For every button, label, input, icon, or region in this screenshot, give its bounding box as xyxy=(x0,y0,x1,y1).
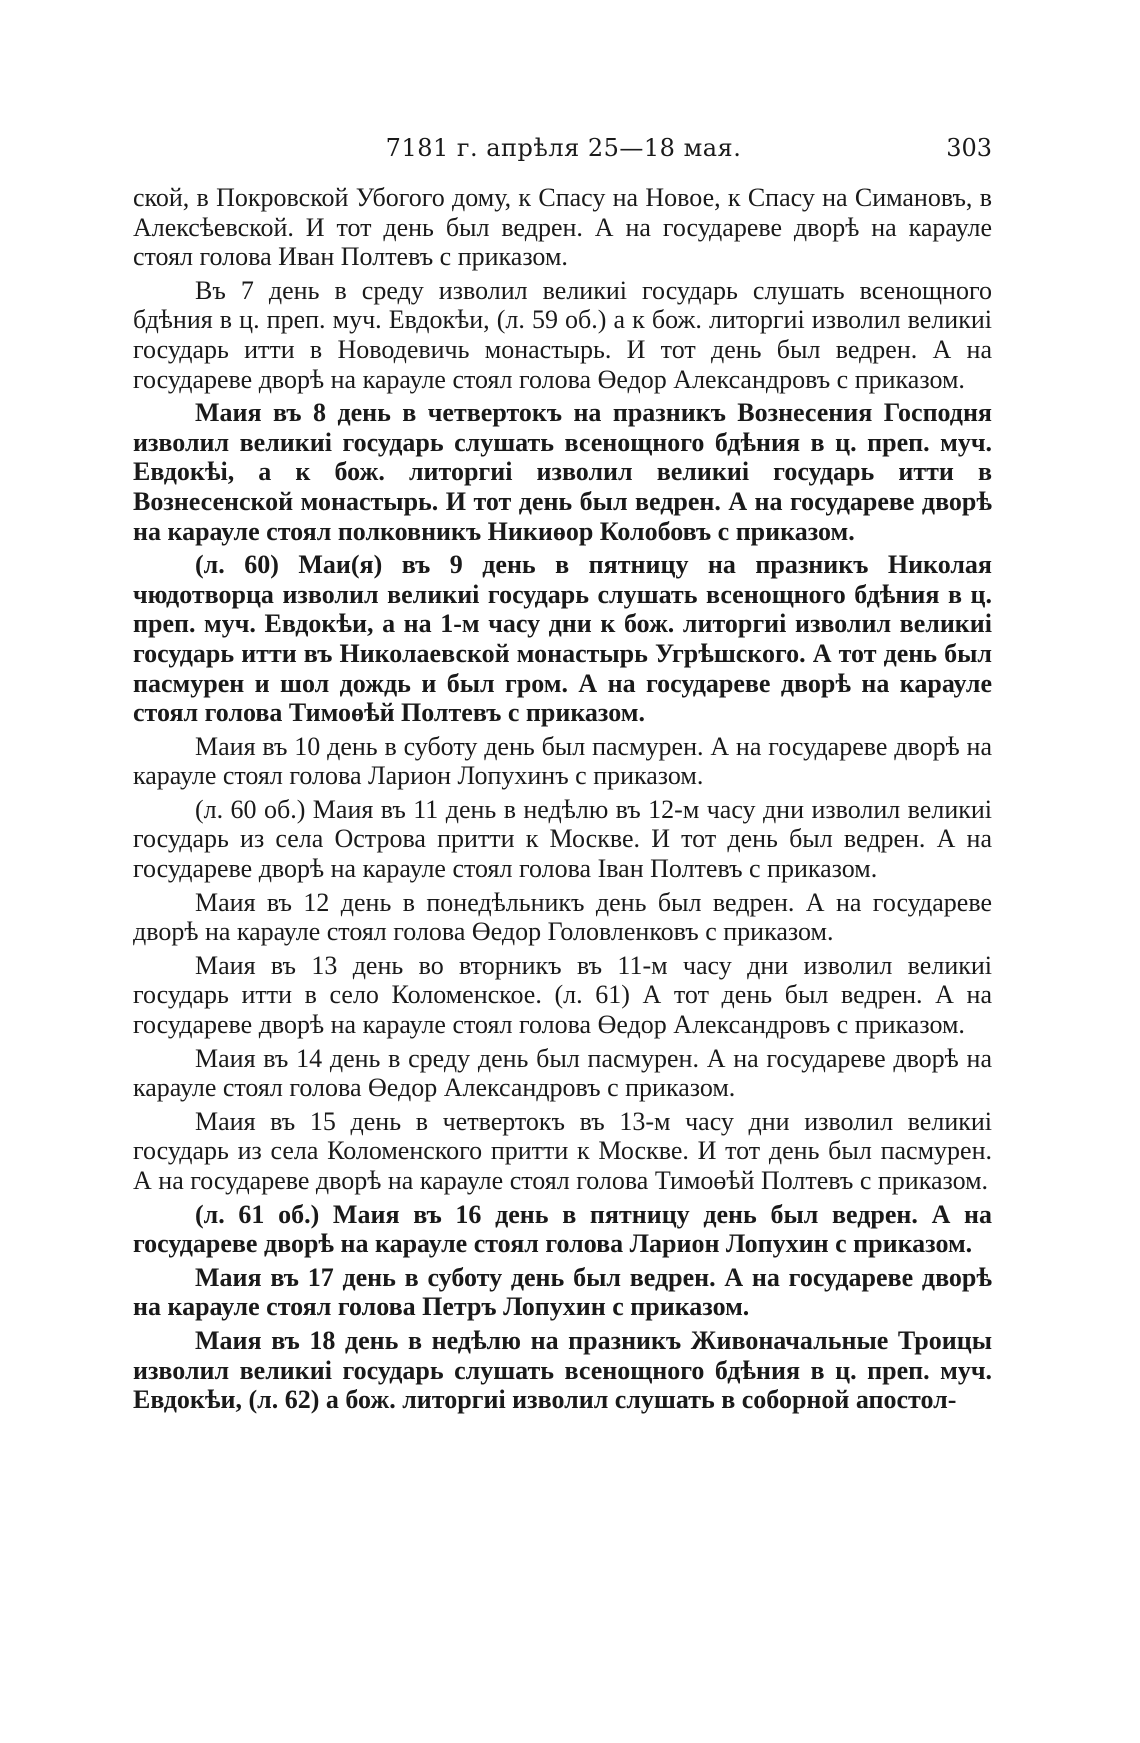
paragraph-9: Маия въ 14 день в среду день был пасмурен. А на государеве дворѣ на карауле стоял голова Өедор Александровъ с приказом. xyxy=(133,1043,992,1103)
paragraph-10: Маия въ 15 день в четвертокъ въ 13-м часу дни изволил великиі государь из села Коломенского притти к Москве. И тот день был пасмурен. А на государеве дворѣ на карауле стоял голова Тимоөѣй Полтевъ с приказом. xyxy=(133,1106,992,1195)
paragraph-8: Маия въ 13 день во вторникъ въ 11-м часу дни изволил великиі государь итти в село Коломенское. (л. 61) А тот день был ведрен. А на государеве дворѣ на карауле стоял голова Өедор Александровъ с приказом. xyxy=(133,950,992,1040)
paragraph-13: Маия въ 18 день в недѣлю на празникъ Живоначальные Троицы изволил великиі государь слушать всенощного бдѣния в ц. преп. муч. Евдокѣи, (л. 62) а бож. литоргиі изволил слушать в соборной апостол- xyxy=(133,1325,992,1415)
body-text xyxy=(133,183,992,1419)
page-header xyxy=(135,128,992,168)
running-head: 7181 г. апрѣля 25—18 мая. xyxy=(385,134,742,162)
paragraph-1: ской, в Покровской Убогого дому, к Спасу на Новое, к Спасу на Симановъ, в Алексѣевской. И тот день был ведрен. А на государеве дворѣ на карауле стоял голова Иван Полтевъ с приказом. xyxy=(133,183,992,272)
paragraph-2: Въ 7 день в среду изволил великиі государь слушать всенощного бдѣния в ц. преп. муч. Евдокѣи, (л. 59 об.) а к бож. литоргиі изволил великиі государь итти в Новодевичь монастырь. И тот день был ведрен. А на государеве дворѣ на карауле стоял голова Өедор Александровъ с приказом. xyxy=(133,275,992,394)
paragraph-5: Маия въ 10 день в суботу день был пасмурен. А на государеве дворѣ на карауле стоял голова Ларион Лопухинъ с приказом. xyxy=(133,731,992,791)
paragraph-11: (л. 61 об.) Маия въ 16 день в пятницу день был ведрен. А на государеве дворѣ на карауле стоял голова Ларион Лопухин с приказом. xyxy=(133,1199,992,1259)
paragraph-3: Маия въ 8 день в четвертокъ на празникъ Вознесения Господня изволил великиі государь слушать всенощного бдѣния в ц. преп. муч. Евдокѣі, а к бож. литоргиі изволил великиі государь итти в Вознесенской монастырь. И тот день был ведрен. А на государеве дворѣ на карауле стоял полковникъ Никиөор Колобовъ с приказом. xyxy=(133,398,992,546)
paragraph-7: Маия въ 12 день в понедѣльникъ день был ведрен. А на государеве дворѣ на карауле стоял голова Өедор Головленковъ с приказом. xyxy=(133,887,992,947)
paragraph-6: (л. 60 об.) Маия въ 11 день в недѣлю въ 12-м часу дни изволил великиі государь из села Острова притти к Москве. И тот день был ведрен. А на государеве дворѣ на карауле стоял голова Іван Полтевъ с приказом. xyxy=(133,794,992,884)
page-number: 303 xyxy=(946,134,992,162)
paragraph-4: (л. 60) Маи(я) въ 9 день в пятницу на празникъ Николая чюдотворца изволил великиі государь слушать всенощного бдѣния в ц. преп. муч. Евдокѣи, а на 1-м часу дни к бож. литоргиі изволил великиі государь итти въ Николаевской монастырь Угрѣшского. А тот день был пасмурен и шол дождь и был гром. А на государеве дворѣ на карауле стоял голова Тимоөѣй Полтевъ с приказом. xyxy=(133,550,992,728)
paragraph-12: Маия въ 17 день в суботу день был ведрен. А на государеве дворѣ на карауле стоял голова Петръ Лопухин с приказом. xyxy=(133,1262,992,1322)
